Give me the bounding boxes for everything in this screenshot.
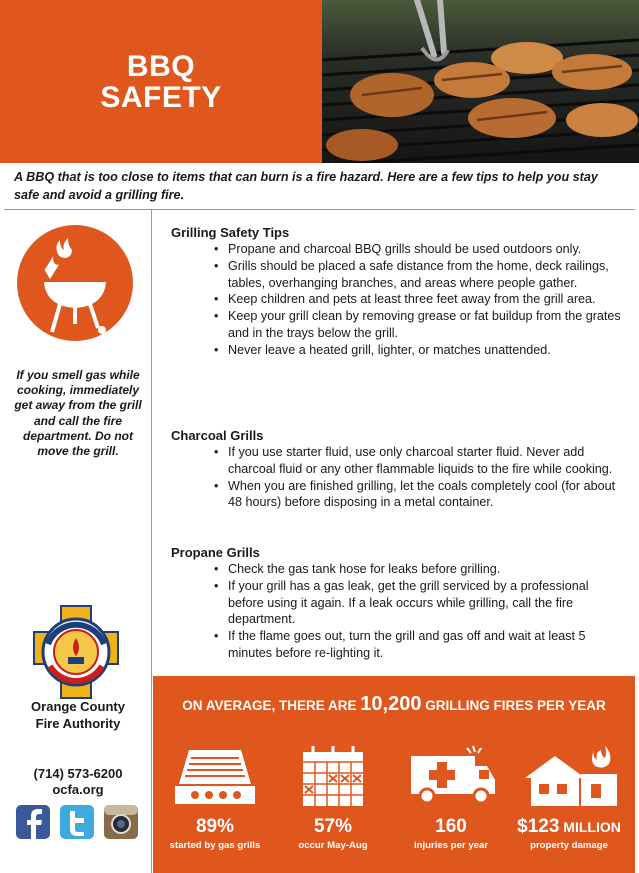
stats-headline [153, 693, 635, 716]
social-icons-row [14, 804, 142, 840]
grill-photo-image [322, 0, 639, 163]
ocfa-seal-logo [26, 602, 126, 702]
list-item: • Keep children and pets at least three feet away from the grill area. [211, 291, 621, 308]
stat-may-aug [275, 744, 391, 864]
stats-banner [153, 676, 635, 873]
intro-text: A BBQ that is too close to items that can burn is a fire hazard. Here are a few tips to help you stay safe and avoid a grilling fire. [4, 166, 635, 210]
list-item: • Grills should be placed a safe distance from the home, deck railings, tables, overhanging branches, and areas where people gather. [211, 258, 621, 292]
contact-info [4, 766, 152, 798]
gas-warning: If you smell gas while cooking, immediately get away from the grill and call the fire department. Do not move the grill. [14, 368, 142, 459]
stat-label: injuries per year [413, 840, 489, 851]
stat-gas-grills [157, 744, 273, 864]
grilling-tips-title: Grilling Safety Tips [171, 225, 290, 240]
stat-injuries [393, 744, 509, 864]
org-name [4, 698, 152, 732]
stat-value: 57% [313, 816, 353, 837]
burning-house-icon [521, 744, 617, 806]
list-item: • Check the gas tank hose for leaks before grilling. [211, 561, 621, 578]
title-line-2: SAFETY [100, 80, 222, 114]
website-link[interactable]: ocfa.org [52, 782, 104, 797]
grilling-tips-list [211, 241, 621, 359]
stat-label: occur May-Aug [298, 840, 368, 851]
twitter-icon[interactable] [60, 805, 94, 839]
list-item: • Propane and charcoal BBQ grills should be used outdoors only. [211, 241, 621, 258]
list-item: • Never leave a heated grill, lighter, or matches unattended. [211, 342, 621, 359]
org-name-line-2: Fire Authority [35, 716, 121, 731]
stat-value: 89% [195, 816, 235, 837]
stat-property-damage [511, 744, 627, 864]
phone-number[interactable]: (714) 573-6200 [33, 766, 123, 781]
propane-grills-list [211, 561, 621, 662]
page-title [100, 51, 221, 113]
social-icons [14, 804, 142, 840]
stat-value: $123 MILLION [517, 816, 621, 837]
stats-headline-pre: ON AVERAGE, THERE ARE [182, 698, 361, 713]
stat-label: started by gas grills [169, 840, 261, 851]
instagram-icon[interactable] [104, 805, 138, 839]
sidebar [4, 210, 152, 873]
title-line-1: BBQ [126, 49, 196, 83]
gas-grill-icon [167, 744, 263, 806]
stats-headline-post: GRILLING FIRES PER YEAR [421, 698, 606, 713]
org-name-line-1: Orange County [31, 699, 125, 714]
header [0, 0, 639, 163]
grill-icon [16, 224, 134, 342]
stat-value: 160 [435, 816, 467, 837]
calendar-icon [285, 744, 381, 806]
main-content [153, 210, 635, 675]
list-item: • If your grill has a gas leak, get the grill serviced by a professional before using it again. If a leak occurs while grilling, call the fire department. [211, 578, 621, 628]
charcoal-grills-title: Charcoal Grills [171, 428, 264, 443]
list-item: • Keep your grill clean by removing grease or fat buildup from the grates and in the trays below the grill. [211, 308, 621, 342]
list-item: • If you use starter fluid, use only charcoal starter fluid. Never add charcoal fluid or any other flammable liquids to the fire while cooking. [211, 444, 621, 478]
facebook-icon[interactable] [16, 805, 50, 839]
propane-grills-title: Propane Grills [171, 545, 260, 560]
list-item: • If the flame goes out, turn the grill and gas off and wait at least 5 minutes before re-lighting it. [211, 628, 621, 662]
stats-headline-number: 10,200 [360, 693, 422, 715]
stat-label: property damage [530, 840, 608, 851]
ambulance-icon [403, 744, 499, 806]
title-block [0, 0, 322, 163]
grill-photo [322, 0, 639, 163]
charcoal-grills-list [211, 444, 621, 511]
list-item: • When you are finished grilling, let the coals completely cool (for about 48 hours) before disposing in a metal container. [211, 478, 621, 512]
